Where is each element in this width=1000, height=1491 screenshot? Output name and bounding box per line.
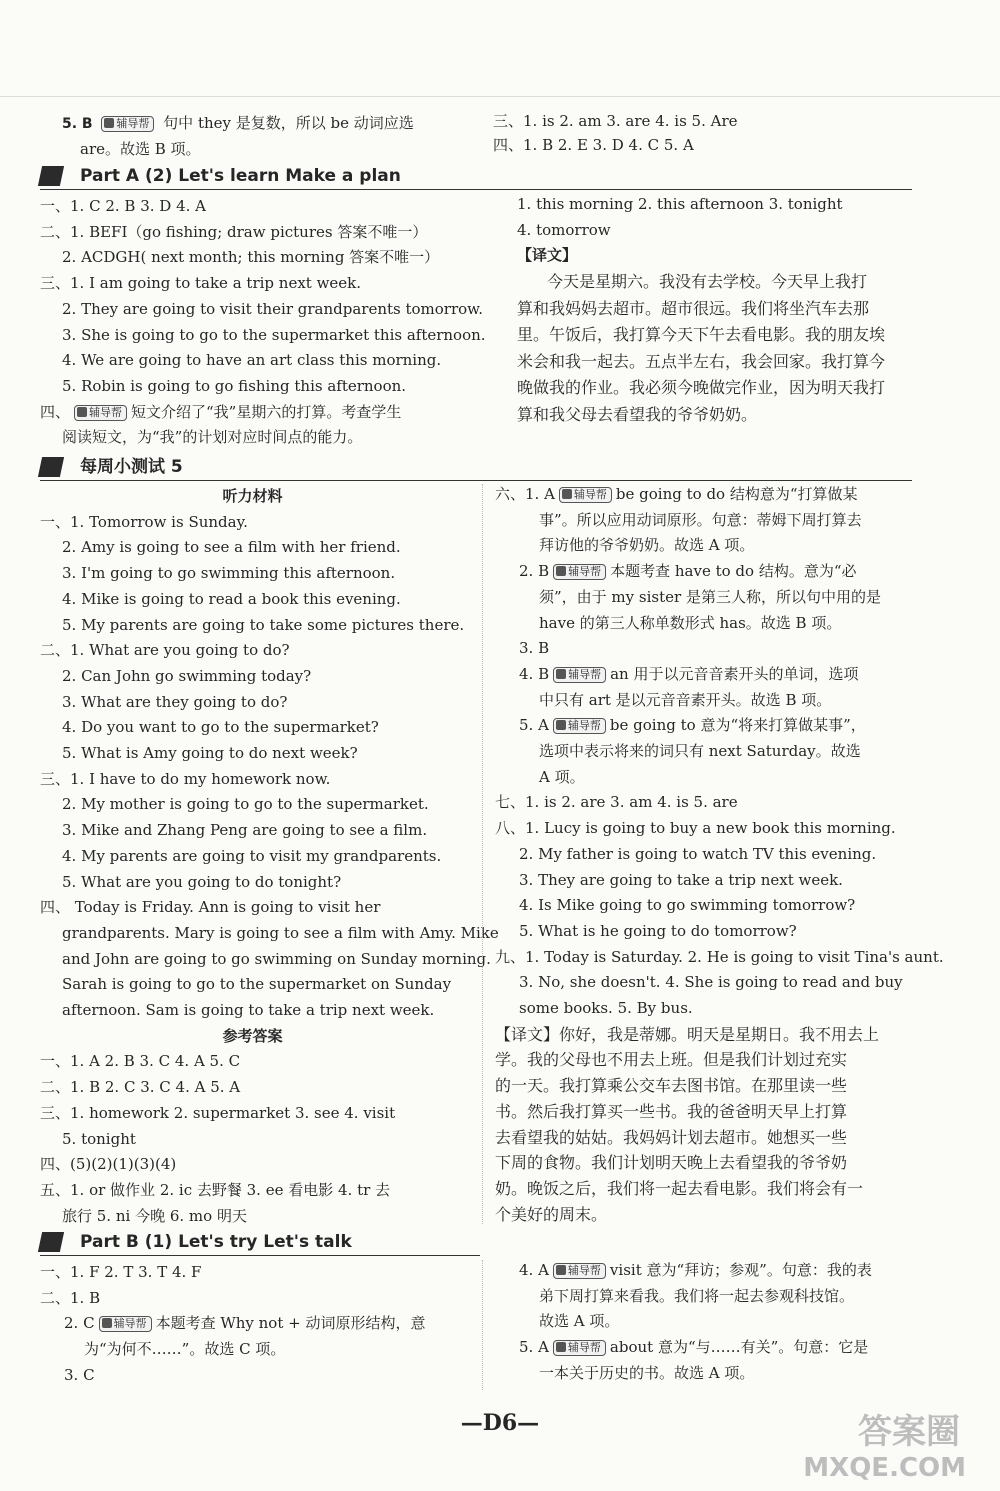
answer-line: 3. Mike and Zhang Peng are going to see a film. — [62, 821, 428, 840]
column-divider — [482, 484, 483, 1224]
answer-line: 3. C — [64, 1365, 95, 1384]
answer-line: 二、1. What are you going to do? — [40, 641, 290, 660]
tutor-tag: 辅导帮 — [553, 718, 606, 734]
answer-line: 三、1. I am going to take a trip next week. — [40, 274, 362, 293]
book-icon — [556, 1342, 566, 1352]
book-icon — [562, 489, 572, 499]
translation-line: 晚做我的作业。我必须今晚做完作业，因为明天我打 — [517, 378, 886, 398]
translation-line: 的一天。我打算乘公交车去图书馆。在那里读一些 — [495, 1076, 848, 1096]
explanation-line: 2. C 辅导帮 本题考查 Why not + 动词原形结构，意 — [64, 1314, 426, 1333]
section-title: Part B (1) Let's try Let's talk — [80, 1232, 352, 1252]
translation-line: 个美好的周末。 — [495, 1204, 608, 1224]
translation-line: 今天是星期六。我没有去学校。今天早上我打 — [547, 272, 868, 292]
tutor-tag: 辅导帮 — [99, 1316, 152, 1332]
translation-line: 下周的食物。我们计划明天晚上去看望我的爷爷奶 — [495, 1153, 848, 1173]
translation-line: 【译文】你好，我是蒂娜。明天是星期日。我不用去上 — [495, 1024, 880, 1044]
explanation-line: 5. A 辅导帮 be going to 意为“将来打算做某事”， — [519, 716, 866, 735]
answer-line: 3. What are they going to do? — [62, 692, 288, 711]
explanation-line: 中只有 art 是以元音音素开头。故选 B 项。 — [539, 690, 832, 709]
watermark: 答案圈 — [858, 1412, 960, 1452]
tutor-tag: 辅导帮 — [553, 1263, 606, 1279]
tutor-tag: 辅导帮 — [553, 564, 606, 580]
column-divider — [482, 1260, 483, 1390]
translation-line: 学。我的父母也不用去上班。但是我们计划过充实 — [495, 1050, 848, 1070]
explanation-line: 故选 A 项。 — [539, 1312, 620, 1331]
watermark-url: MXQE.COM — [803, 1453, 966, 1483]
book-icon — [556, 566, 566, 576]
section-header-part-a2 — [40, 164, 912, 190]
passage-line: grandparents. Mary is going to see a film with Amy. Mike — [62, 923, 499, 942]
translation-line: 里。午饭后，我打算今天下午去看电影。我的朋友埃 — [517, 325, 886, 345]
answer-line: 1. this morning 2. this afternoon 3. tonight — [517, 195, 843, 213]
answer-line: 5. Robin is going to go fishing this afternoon. — [62, 376, 407, 395]
section-title: 每周小测试 5 — [80, 457, 183, 477]
answer-line: 4. We are going to have an art class this morning. — [62, 351, 442, 370]
passage-line: and John are going to go swimming on Sunday morning. — [62, 949, 491, 968]
book-icon — [102, 1318, 112, 1328]
answer-line: 2. Amy is going to see a film with her friend. — [62, 538, 401, 557]
book-icon — [556, 669, 566, 679]
answer-line: 四、 辅导帮 短文介绍了“我”星期六的打算。考查学生 — [40, 402, 402, 421]
answer-line: 二、1. BEFI（go fishing; draw pictures 答案不唯一） — [40, 222, 428, 241]
answer-line: 5. tonight — [62, 1129, 136, 1148]
translation-line: 去看望我的姑姑。我妈妈计划去超市。她想买一些 — [495, 1127, 848, 1147]
tutor-tag: 辅导帮 — [553, 1340, 606, 1356]
answer-line: 阅读短文，为“我”的计划对应时间点的能力。 — [62, 428, 363, 447]
answer-line: 八、1. Lucy is going to buy a new book this morning. — [495, 819, 896, 838]
top-right-line-1: 三、1. is 2. am 3. are 4. is 5. Are — [493, 112, 738, 130]
section-marker — [38, 457, 64, 477]
sec1-right-column — [495, 192, 915, 428]
explanation-line: 事”。所以应用动词原形。句意：蒂姆下周打算去 — [539, 510, 862, 529]
answer-line: 3. She is going to go to the supermarket this afternoon. — [62, 325, 486, 344]
explanation-line: have 的第三人称单数形式 has。故选 B 项。 — [539, 613, 842, 632]
answer-line: 2. ACDGH( next month; this morning 答案不唯一） — [62, 248, 440, 267]
answer-line: 二、1. B 2. C 3. C 4. A 5. A — [40, 1078, 241, 1097]
translation-label: 【译文】 — [517, 246, 578, 265]
sec3-right-column — [495, 1258, 920, 1387]
tutor-tag: 辅导帮 — [74, 405, 127, 421]
explanation-line: 选项中表示将来的词只有 next Saturday。故选 — [539, 742, 861, 761]
translation-line: 奶。晚饭之后，我们将一起去看电影。我们将会有一 — [495, 1178, 864, 1198]
answer-line: 2. My father is going to watch TV this evening. — [519, 844, 877, 863]
section-marker — [38, 1232, 64, 1252]
explanation-line: 一本关于历史的书。故选 A 项。 — [539, 1363, 755, 1382]
answer-line: 五、1. or 做作业 2. ic 去野餐 3. ee 看电影 4. tr 去 — [40, 1180, 391, 1199]
book-icon — [556, 1265, 566, 1275]
book-icon — [104, 118, 114, 128]
answer-line: 5. My parents are going to take some pictures there. — [62, 615, 465, 634]
translation-line: 算和我父母去看望我的爷爷奶奶。 — [517, 404, 758, 424]
top-right-line-2: 四、1. B 2. E 3. D 4. C 5. A — [493, 136, 694, 154]
answer-line: 2. They are going to visit their grandparents tomorrow. — [62, 299, 484, 318]
answer-line: 5. What is Amy going to do next week? — [62, 744, 358, 763]
answer-line: 一、1. Tomorrow is Sunday. — [40, 512, 248, 531]
answer-line: 4. My parents are going to visit my grandparents. — [62, 846, 442, 865]
explanation-line: 4. A 辅导帮 visit 意为“拜访；参观”。句意：我的表 — [519, 1261, 872, 1279]
explanation-line: 4. B 辅导帮 an 用于以元音音素开头的单词，选项 — [519, 664, 859, 683]
passage-line: afternoon. Sam is going to take a trip next week. — [62, 1001, 435, 1020]
answer-line: 3. I'm going to go swimming this afternoon. — [62, 564, 396, 583]
translation-line: 书。然后我打算买一些书。我的爸爸明天早上打算 — [495, 1101, 848, 1121]
book-icon — [77, 407, 87, 417]
explanation-line: 为“为何不……”。故选 C 项。 — [84, 1340, 286, 1359]
explanation-line: A 项。 — [539, 767, 585, 786]
answer-line: 4. Do you want to go to the supermarket? — [62, 718, 379, 737]
answer-line: 九、1. Today is Saturday. 2. He is going to visit Tina's aunt. — [495, 947, 944, 966]
answer-line: 2. Can John go swimming today? — [62, 666, 312, 685]
passage-line: 四、 Today is Friday. Ann is going to visit her — [40, 898, 381, 917]
sec3-left-column — [40, 1260, 470, 1389]
answer-line: 四、(5)(2)(1)(3)(4) — [40, 1155, 177, 1174]
answer-line: some books. 5. By bus. — [519, 999, 693, 1018]
section-title: Part A (2) Let's learn Make a plan — [80, 166, 401, 186]
answer-line: 一、1. F 2. T 3. T 4. F — [40, 1263, 202, 1281]
answer-line: 七、1. is 2. are 3. am 4. is 5. are — [495, 793, 738, 812]
explanation-line: 3. B — [519, 639, 550, 658]
answer-line: 二、1. B — [40, 1288, 101, 1307]
explanation-line: 弟下周打算来看我。我们将一起去参观科技馆。 — [539, 1286, 855, 1305]
header-rule — [0, 96, 1000, 97]
answer-line: 4. tomorrow — [517, 220, 611, 239]
answer-line: 4. Mike is going to read a book this evening. — [62, 589, 401, 608]
passage-line: Sarah is going to go to the supermarket on Sunday — [62, 975, 452, 994]
explanation-line: 六、1. A 辅导帮 be going to do 结构意为“打算做某 — [495, 485, 858, 503]
answer-line: 旅行 5. ni 今晚 6. mo 明天 — [62, 1206, 247, 1225]
answer-line: 3. They are going to take a trip next week. — [519, 870, 843, 889]
explanation-line: 2. B 辅导帮 本题考查 have to do 结构。意为“必 — [519, 562, 857, 581]
answer-line: 5. What is he going to do tomorrow? — [519, 921, 797, 940]
answer-line: 三、1. I have to do my homework now. — [40, 769, 331, 788]
sec1-left-column — [40, 194, 486, 451]
listening-heading: 听力材料 — [222, 487, 283, 505]
translation-line: 米会和我一起去。五点半左右，我会回家。我打算今 — [517, 351, 886, 371]
sec2-right-column — [495, 482, 944, 1227]
tutor-tag: 辅导帮 — [553, 667, 606, 683]
answer-line: 一、1. A 2. B 3. C 4. A 5. C — [40, 1052, 241, 1071]
translation-line: 算和我妈妈去超市。超市很远。我们将坐汽车去那 — [517, 298, 870, 318]
tutor-tag: 辅导帮 — [559, 487, 612, 503]
section-header-weekly-test — [40, 455, 912, 481]
section-marker — [38, 166, 64, 186]
answer-line: 三、1. homework 2. supermarket 3. see 4. visit — [40, 1103, 396, 1122]
answer-line: 5. What are you going to do tonight? — [62, 872, 342, 891]
answers-heading: 参考答案 — [222, 1026, 283, 1045]
section-header-part-b1 — [40, 1230, 480, 1256]
answer-line: 一、1. C 2. B 3. D 4. A — [40, 197, 206, 215]
tutor-tag: 辅导帮 — [101, 116, 154, 132]
answer-line: 4. Is Mike going to go swimming tomorrow? — [519, 896, 856, 915]
explanation-line: 须”，由于 my sister 是第三人称，所以句中用的是 — [539, 587, 881, 606]
explanation-line: 拜访他的爷爷奶奶。故选 A 项。 — [539, 536, 755, 555]
book-icon — [556, 720, 566, 730]
answer-line: 2. My mother is going to go to the supermarket. — [62, 795, 429, 814]
page-number: —D6— — [460, 1410, 540, 1436]
sec2-left-column — [40, 484, 499, 1229]
top-left-line-2: are。故选 B 项。 — [80, 140, 201, 158]
answer-line: 3. No, she doesn't. 4. She is going to read and buy — [519, 973, 903, 992]
explanation-line: 5. A 辅导帮 about 意为“与……有关”。句意：它是 — [519, 1338, 869, 1357]
top-left-line-1: 5. B 辅导帮 句中 they 是复数，所以 be 动词应选 — [62, 114, 414, 132]
